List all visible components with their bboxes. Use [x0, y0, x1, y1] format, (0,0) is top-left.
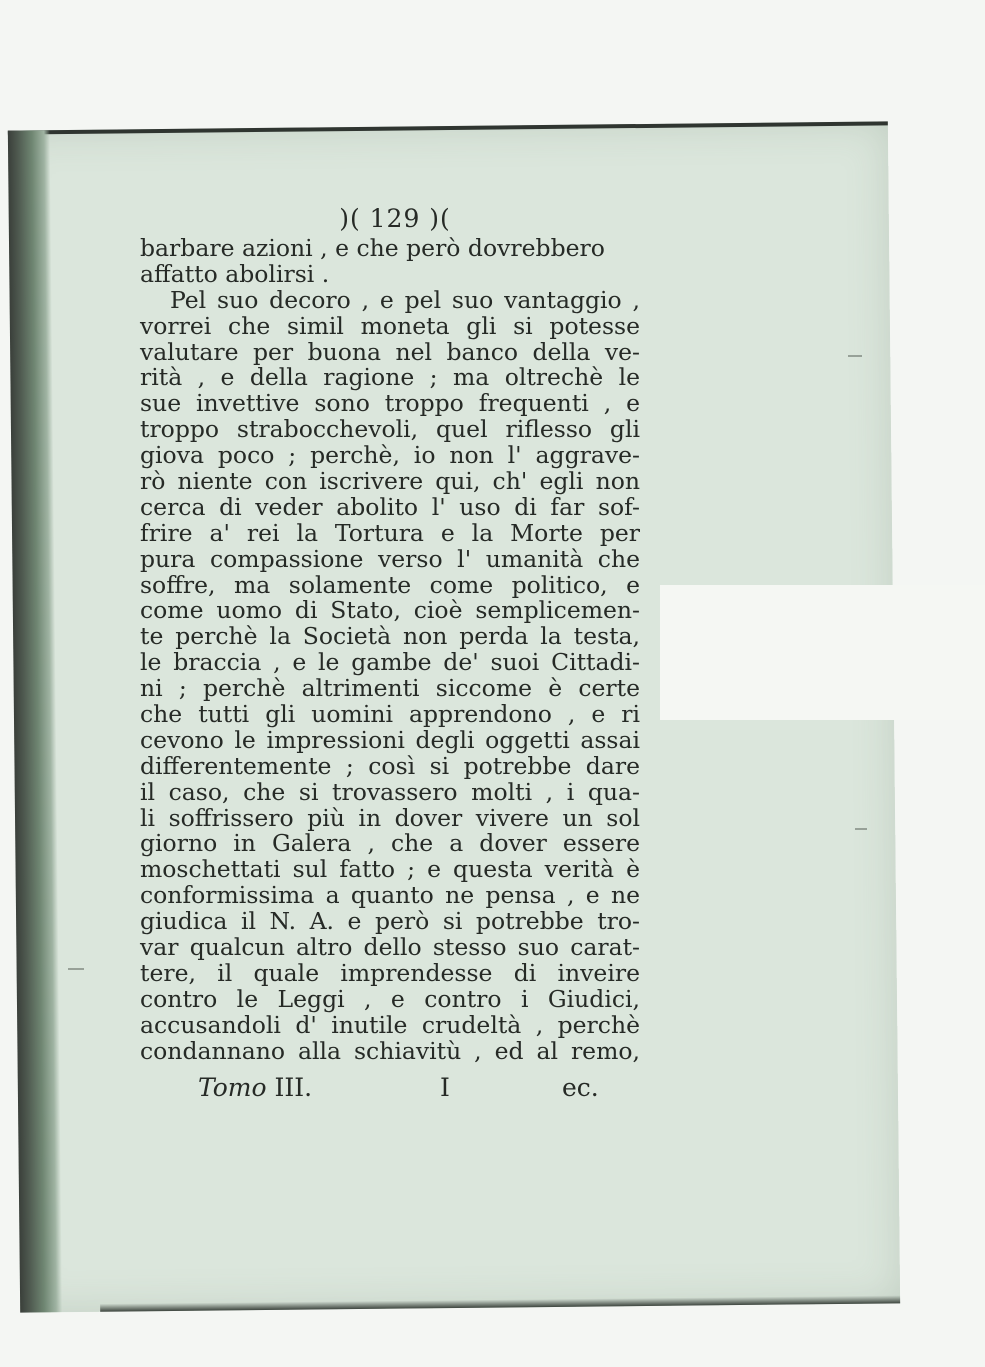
text-line: il caso, che si trovassero molti , i qua-: [140, 777, 640, 806]
signature-mark: I: [440, 1072, 450, 1102]
scan-blank-patch: [660, 585, 985, 720]
text-line: te perchè la Società non perda la testa,: [140, 622, 640, 651]
text-line: ni ; perchè altrimenti siccome è certe: [140, 674, 640, 703]
text-line: moschettati sul fatto ; e questa verità è: [140, 855, 640, 884]
text-line: barbare azioni , e che però dovrebbero: [140, 234, 605, 262]
ink-mark: [848, 355, 862, 357]
text-line: cerca di veder abolito l' uso di far sof-: [140, 492, 640, 521]
text-line: le braccia , e le gambe de' suoi Cittadi-: [140, 648, 640, 677]
text-line: li soffrissero più in dover vivere un sol: [140, 803, 640, 832]
volume-word: Tomo: [198, 1072, 267, 1102]
page-bottom-edge: [100, 1295, 900, 1311]
catchword: ec.: [562, 1072, 599, 1102]
page-text: [140, 204, 640, 1101]
ink-mark: [68, 968, 84, 970]
ink-mark: [855, 828, 867, 830]
text-line: accusandoli d' inutile crudeltà , perchè: [140, 1010, 640, 1039]
text-line: vorrei che simil moneta gli si potesse: [140, 311, 640, 340]
text-line: come uomo di Stato, cioè semplicemen-: [140, 596, 640, 625]
text-line: troppo strabocchevoli, quel riflesso gli: [140, 415, 640, 444]
volume-number: III.: [274, 1072, 313, 1102]
text-line: giorno in Galera , che a dover essere: [140, 829, 640, 858]
page-binding-shadow: [8, 130, 62, 1312]
text-line: rò niente con iscrivere qui, ch' egli non: [140, 467, 640, 496]
text-line: pura compassione verso l' umanità che: [140, 544, 640, 573]
text-line: soffre, ma solamente come politico, e: [140, 570, 640, 599]
volume-label: [198, 1073, 312, 1102]
text-line: sue invettive sono troppo frequenti , e: [140, 389, 640, 418]
page-number-header: )( 129 )(: [339, 204, 451, 233]
text-line: Pel suo decoro , e pel suo vantaggio ,: [170, 285, 640, 314]
text-line: valutare per buona nel banco della ve-: [140, 337, 640, 366]
text-line: cevono le impressioni degli oggetti assai: [140, 725, 640, 754]
text-line: var qualcun altro dello stesso suo carat-: [140, 933, 640, 962]
text-line: conformissima a quanto ne pensa , e ne: [140, 881, 640, 910]
page-top-edge: [8, 121, 888, 134]
page-footer: [140, 1073, 640, 1101]
text-line: affatto abolirsi .: [140, 259, 330, 288]
text-line: frire a' rei la Tortura e la Morte per: [140, 518, 640, 547]
text-line: che tutti gli uomini apprendono , e ri: [140, 700, 640, 729]
text-line: contro le Leggi , e contro i Giudici,: [140, 984, 640, 1013]
text-line: rità , e della ragione ; ma oltrechè le: [140, 363, 640, 392]
text-line: condannano alla schiavitù , ed al remo,: [140, 1036, 640, 1065]
text-line: differentemente ; così si potrebbe dare: [140, 751, 640, 780]
text-line: giova poco ; perchè, io non l' aggrave-: [140, 441, 640, 470]
text-line: giudica il N. A. e però si potrebbe tro-: [140, 907, 640, 936]
text-line: tere, il quale imprendesse di inveire: [140, 958, 640, 987]
